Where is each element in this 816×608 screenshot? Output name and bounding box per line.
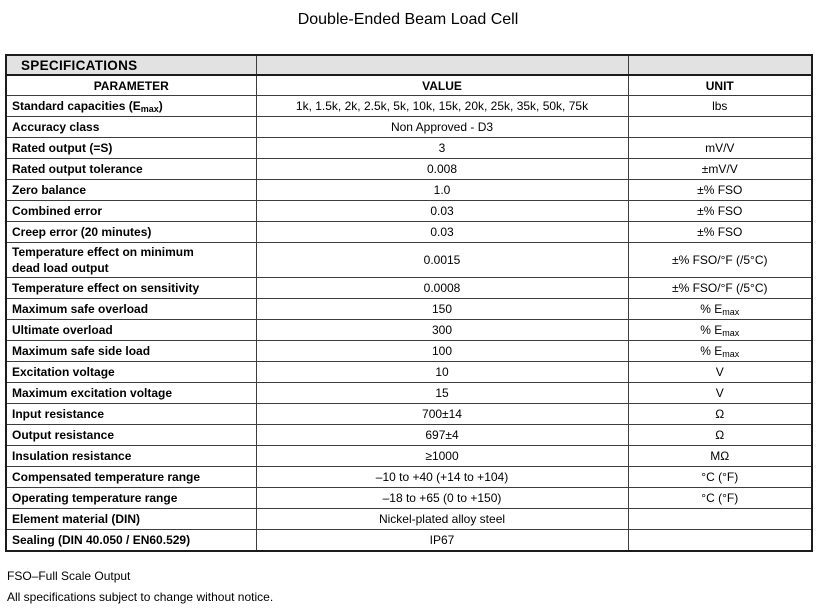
value-cell: 0.03 <box>256 201 628 222</box>
table-row <box>6 278 812 299</box>
table-row <box>6 404 812 425</box>
table-row <box>6 425 812 446</box>
parameter-cell: Accuracy class <box>6 117 256 138</box>
table-row <box>6 117 812 138</box>
parameter-cell: Temperature effect on minimum dead load output <box>6 243 256 278</box>
value-cell: Nickel-plated alloy steel <box>256 509 628 530</box>
value-cell: 300 <box>256 320 628 341</box>
value-cell: 150 <box>256 299 628 320</box>
unit-cell: ±% FSO/°F (/5°C) <box>628 278 812 299</box>
parameter-cell: Output resistance <box>6 425 256 446</box>
parameter-cell: Maximum safe side load <box>6 341 256 362</box>
parameter-cell: Compensated temperature range <box>6 467 256 488</box>
table-row <box>6 488 812 509</box>
unit-cell <box>628 530 812 552</box>
parameter-cell: Rated output (=S) <box>6 138 256 159</box>
value-cell: –10 to +40 (+14 to +104) <box>256 467 628 488</box>
table-row <box>6 530 812 552</box>
parameter-cell: Excitation voltage <box>6 362 256 383</box>
unit-cell: °C (°F) <box>628 488 812 509</box>
specifications-section-title: SPECIFICATIONS <box>6 55 256 75</box>
column-header-row <box>6 75 812 96</box>
value-cell: 0.0008 <box>256 278 628 299</box>
table-row <box>6 299 812 320</box>
unit-cell: ±% FSO <box>628 222 812 243</box>
page-title: Double-Ended Beam Load Cell <box>297 11 519 28</box>
unit-cell: ±% FSO/°F (/5°C) <box>628 243 812 278</box>
unit-cell: % $E_{max}$ <box>628 320 812 341</box>
unit-cell: °C (°F) <box>628 467 812 488</box>
parameter-cell: Standard capacities $(E_{max})$ <box>6 96 256 117</box>
table-row <box>6 138 812 159</box>
table-row <box>6 201 812 222</box>
unit-cell: V <box>628 383 812 404</box>
value-cell: 0.008 <box>256 159 628 180</box>
parameter-cell: Operating temperature range <box>6 488 256 509</box>
parameter-cell: Creep error (20 minutes) <box>6 222 256 243</box>
unit-cell: mV/V <box>628 138 812 159</box>
footnote-disclaimer: All specifications subject to change without notice. <box>7 590 274 604</box>
unit-cell: Ω <box>628 404 812 425</box>
table-row <box>6 180 812 201</box>
unit-cell: MΩ <box>628 446 812 467</box>
column-header-parameter: PARAMETER <box>6 75 256 96</box>
unit-cell: V <box>628 362 812 383</box>
table-row <box>6 96 812 117</box>
parameter-cell: Ultimate overload <box>6 320 256 341</box>
table-row <box>6 243 812 278</box>
specifications-header-row <box>6 55 812 75</box>
value-cell: –18 to +65 (0 to +150) <box>256 488 628 509</box>
unit-cell: ±mV/V <box>628 159 812 180</box>
value-cell: 1k, 1.5k, 2k, 2.5k, 5k, 10k, 15k, 20k, 25k, 35k, 50k, 75k <box>256 96 628 117</box>
datasheet-page <box>0 11 816 602</box>
value-cell: Non Approved - D3 <box>256 117 628 138</box>
value-cell: ≥1000 <box>256 446 628 467</box>
value-cell: 0.0015 <box>256 243 628 278</box>
value-cell: 10 <box>256 362 628 383</box>
parameter-cell: Zero balance <box>6 180 256 201</box>
table-row <box>6 159 812 180</box>
table-row <box>6 222 812 243</box>
unit-cell: ±% FSO <box>628 201 812 222</box>
column-header-value: VALUE <box>256 75 628 96</box>
value-cell: 697±4 <box>256 425 628 446</box>
value-cell: 100 <box>256 341 628 362</box>
specifications-header-spacer <box>628 55 812 75</box>
value-cell: 15 <box>256 383 628 404</box>
parameter-cell: Insulation resistance <box>6 446 256 467</box>
specifications-header-spacer <box>256 55 628 75</box>
table-row <box>6 362 812 383</box>
specifications-table <box>5 54 813 552</box>
footnotes <box>7 566 816 608</box>
parameter-cell: Rated output tolerance <box>6 159 256 180</box>
footnote-fso: FSO–Full Scale Output <box>7 569 131 583</box>
parameter-cell: Sealing (DIN 40.050 / EN60.529) <box>6 530 256 552</box>
parameter-cell: Maximum safe overload <box>6 299 256 320</box>
parameter-cell: Combined error <box>6 201 256 222</box>
table-row <box>6 446 812 467</box>
specifications-table-body <box>6 96 812 552</box>
unit-cell <box>628 509 812 530</box>
table-row <box>6 509 812 530</box>
value-cell: 3 <box>256 138 628 159</box>
value-cell: IP67 <box>256 530 628 552</box>
value-cell: 0.03 <box>256 222 628 243</box>
table-row <box>6 341 812 362</box>
value-cell: 1.0 <box>256 180 628 201</box>
unit-cell: Ω <box>628 425 812 446</box>
parameter-cell: Temperature effect on sensitivity <box>6 278 256 299</box>
unit-cell: lbs <box>628 96 812 117</box>
unit-cell: % $E_{max}$ <box>628 299 812 320</box>
unit-cell: ±% FSO <box>628 180 812 201</box>
parameter-cell: Input resistance <box>6 404 256 425</box>
value-cell: 700±14 <box>256 404 628 425</box>
unit-cell <box>628 117 812 138</box>
parameter-cell: Element material (DIN) <box>6 509 256 530</box>
parameter-cell: Maximum excitation voltage <box>6 383 256 404</box>
table-row <box>6 467 812 488</box>
table-row <box>6 383 812 404</box>
table-row <box>6 320 812 341</box>
unit-cell: % $E_{max}$ <box>628 341 812 362</box>
column-header-unit: UNIT <box>628 75 812 96</box>
